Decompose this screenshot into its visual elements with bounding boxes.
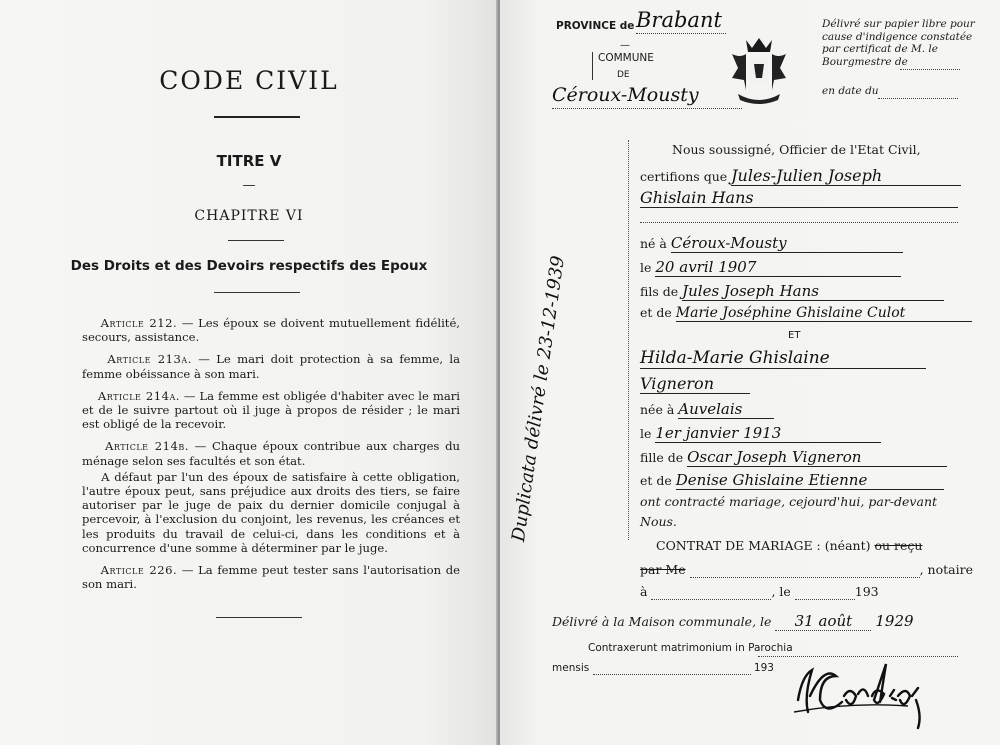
- bride-father-row: fille de Oscar Joseph Vigneron: [640, 448, 947, 467]
- title-rule: [214, 116, 300, 118]
- form-margin-line: [628, 140, 629, 540]
- delivre-row: Délivré à la Maison communale, le 31 août 1929: [552, 612, 914, 630]
- bride-birthdate-row: le 1er janvier 1913: [640, 424, 881, 443]
- groom-birthplace: Céroux-Mousty: [671, 234, 903, 253]
- notaire-row: par Me , notaire: [640, 562, 973, 577]
- commune-dash: —: [620, 40, 630, 51]
- en-date-du-label: en date du: [822, 85, 879, 97]
- nous-text: Nous.: [640, 514, 677, 529]
- groom-birthdate: 20 avril 1907: [655, 258, 901, 277]
- bride-birthplace: Auvelais: [678, 400, 774, 419]
- bride-mother: Denise Ghislaine Etienne: [676, 471, 944, 490]
- groom-mother: Marie Joséphine Ghislaine Culot: [676, 305, 972, 322]
- commune-bracket: [592, 52, 594, 80]
- titre-dash: —: [242, 178, 256, 193]
- titre-heading: TITRE V: [216, 152, 282, 170]
- et-separator: ET: [788, 330, 801, 341]
- signature-image: [790, 656, 940, 730]
- province-value: Brabant: [636, 8, 722, 32]
- duplicata-margin-note: Duplicata délivré le 23-12-1939: [508, 254, 569, 543]
- bride-name-row2: [640, 374, 750, 394]
- article-213a: Article 213a. — Le mari doit protection à sa femme, la femme obéissance à son mari.: [82, 352, 460, 381]
- commune-label: COMMUNE: [598, 52, 654, 64]
- coat-of-arms-icon: [726, 34, 792, 104]
- blank-line: [640, 222, 958, 223]
- bride-name-line1: Hilda-Marie Ghislaine: [640, 348, 926, 369]
- province-label: PROVINCE de: [556, 20, 635, 32]
- bride-birthdate: 1er janvier 1913: [655, 424, 881, 443]
- contraxerunt-text: Contraxerunt matrimonium in Parochia: [588, 642, 793, 654]
- certifions-row: certifions que Jules-Julien Joseph: [640, 166, 961, 186]
- commune-value: Céroux-Mousty: [552, 84, 699, 106]
- left-page: [0, 0, 498, 745]
- chapitre-heading: CHAPITRE VI: [194, 208, 304, 224]
- groom-name-row2: [640, 188, 958, 208]
- groom-mother-row: et de Marie Joséphine Ghislaine Culot: [640, 305, 972, 322]
- article-214a: Article 214a. — La femme est obligée d'habiter avec le mari et de le suivre partout où il juge à propos de résider ; le mari est obligé de la recevoir.: [82, 388, 460, 432]
- en-date-du-line: [878, 98, 958, 99]
- footer-rule: [216, 617, 302, 618]
- intro-text: Nous soussigné, Officier de l'Etat Civil,: [672, 142, 921, 157]
- heading-rule: [214, 292, 300, 293]
- contracte-text: ont contracté mariage, cejourd'hui, par-devant: [640, 494, 938, 509]
- de-label: DE: [617, 70, 630, 80]
- chapitre-rule: [228, 240, 284, 241]
- lieu-date-row: à , le 193: [640, 584, 879, 599]
- article-214b-paragraph: A défaut par l'un des époux de satisfaire à cette obligation, l'autre époux peut, sans préjudice aux droits des tiers, se faire autoriser par le juge de paix du dernier domicile conjugal à percevoir, à l'exclusion du conjoint, les revenus, les créances et les produits du travail de celui-ci, dans les conditions et à concurrence d'une somme à déterminer par le juge.: [82, 469, 460, 555]
- groom-birthdate-row: le 20 avril 1907: [640, 258, 901, 277]
- delivre-year: 1929: [875, 612, 914, 630]
- contrat-row: CONTRAT DE MARIAGE : (néant) ou reçu: [656, 538, 923, 553]
- province-line: [636, 33, 726, 34]
- bride-name-line2: Vigneron: [640, 374, 750, 394]
- groom-father: Jules Joseph Hans: [682, 282, 944, 301]
- groom-birthplace-row: né à Céroux-Mousty: [640, 234, 903, 253]
- bride-birthplace-row: née à Auvelais: [640, 400, 774, 419]
- article-226: Article 226. — La femme peut tester sans l'autorisation de son mari.: [82, 563, 461, 592]
- bourgmestre-line: [900, 69, 960, 70]
- article-212: Article 212. — Les époux se doivent mutuellement fidélité, secours, assistance.: [82, 316, 460, 345]
- groom-name-line1: Jules-Julien Joseph: [731, 166, 961, 186]
- article-214b: Article 214b. — Chaque époux contribue aux charges du ménage selon ses facultés et son état.: [82, 439, 461, 468]
- groom-father-row: fils de Jules Joseph Hans: [640, 282, 944, 301]
- delivre-date: 31 août: [775, 612, 871, 631]
- bride-mother-row: et de Denise Ghislaine Etienne: [640, 471, 944, 490]
- commune-line: [552, 108, 742, 109]
- mensis-row: mensis 193: [552, 662, 774, 674]
- groom-name-line2: Ghislain Hans: [640, 188, 958, 208]
- section-heading: Des Droits et des Devoirs respectifs des Epoux: [70, 258, 428, 274]
- articles-block: [82, 316, 460, 599]
- page-title: CODE CIVIL: [159, 66, 339, 95]
- bride-father: Oscar Joseph Vigneron: [687, 448, 947, 467]
- right-page: [500, 0, 1000, 745]
- bride-name-row1: [640, 348, 926, 369]
- indigence-notice: Délivré sur papier libre pour cause d'indigence constatée par certificat de M. le Bourgmestre de: [822, 18, 975, 68]
